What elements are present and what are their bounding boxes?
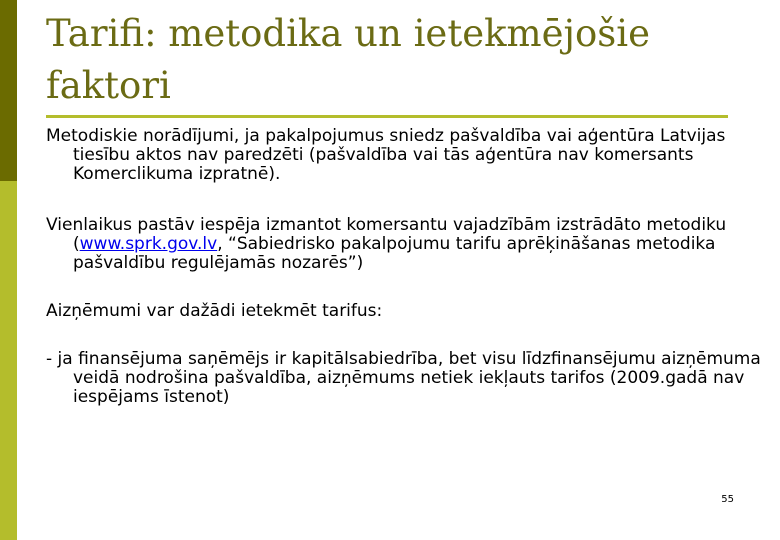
slide-title: Tarifi: metodika un ietekmējošie faktori — [46, 12, 650, 107]
sidebar-accent-top — [0, 0, 17, 181]
paragraph-alternative-method — [46, 216, 773, 273]
title-underline-rule — [46, 115, 728, 118]
page-number: 55 — [721, 494, 734, 505]
sidebar-accent-bottom — [0, 181, 17, 540]
paragraph-methodology: Metodiskie norādījumi, ja pakalpojumus sniedz pašvaldība vai aģentūra Latvijas tiesību aktos nav paredzēti (pašvaldība vai tās aģentūra nav komersants Komerclikuma izpratnē). — [46, 126, 726, 184]
sprk-website-link[interactable]: www.sprk.gov.lv — [79, 234, 218, 254]
paragraph-alternative-text-end: , “Sabiedrisko pakalpojumu tarifu aprēķināšanas metodika pašvaldību regulējamās nozarēs”) — [73, 234, 716, 273]
paragraph-loans-intro: Aizņēmumi var dažādi ietekmēt tarifus: — [46, 301, 383, 321]
paragraph-alternative-text-start: Vienlaikus pastāv iespēja izmantot komersantu vajadzībām izstrādāto metodiku ( — [46, 215, 727, 254]
paragraph-loans-case: - ja finansējuma saņēmējs ir kapitālsabiedrība, bet visu līdzfinansējumu aizņēmuma veidā nodrošina pašvaldība, aizņēmums netiek iekļauts tarifos (2009.gadā nav iespējams īstenot) — [46, 349, 761, 407]
